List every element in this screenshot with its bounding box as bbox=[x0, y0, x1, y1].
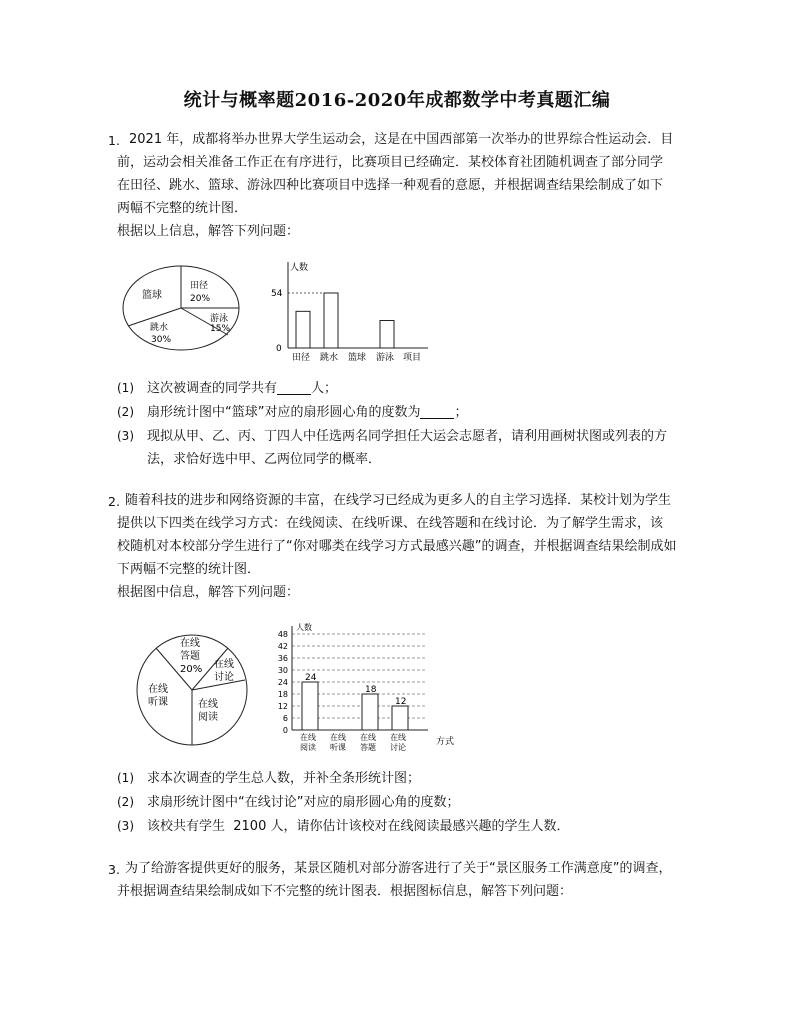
q2-line-3: 校随机对本校部分学生进行了“你对哪类在线学习方式最感兴趣”的调查，并根据调查结果绘制成如 bbox=[117, 539, 677, 554]
category-label: 听课 bbox=[330, 743, 346, 752]
pie-label-discuss: 在线 bbox=[214, 659, 234, 670]
sub-number: (1) bbox=[117, 381, 134, 395]
category-label: 阅读 bbox=[300, 743, 316, 752]
question-2-text bbox=[117, 489, 707, 604]
category-label: 游泳 bbox=[376, 353, 395, 363]
question-3-number: 3. bbox=[108, 862, 120, 877]
sub-number: (2) bbox=[117, 795, 134, 809]
sub-text: 法，求恰好选中甲、乙两位同学的概率． bbox=[147, 452, 382, 467]
q3-line-1: 为了给游客提供更好的服务，某景区随机对部分游客进行了关于“景区服务工作满意度”的调查， bbox=[125, 861, 672, 876]
q2-pie-chart bbox=[130, 630, 258, 750]
page-title: 统计与概率题2016-2020年成都数学中考真题汇编 bbox=[183, 90, 611, 111]
pie-label-swim-pct: 15% bbox=[210, 324, 231, 334]
q2-line-5: 根据图中信息，解答下列问题： bbox=[117, 585, 300, 600]
pie-label-discuss: 讨论 bbox=[214, 672, 234, 683]
bar-answer bbox=[362, 694, 378, 730]
pie-label-track-pct: 20% bbox=[190, 294, 211, 304]
pie-label-dive: 跳水 bbox=[150, 323, 169, 333]
q3-line-2: 并根据调查结果绘制成如下不完整的统计图表．根据图标信息，解答下列问题： bbox=[117, 884, 573, 899]
pie-label-basketball: 篮球 bbox=[142, 290, 162, 301]
sub-text: 这次被调查的同学共有 bbox=[147, 381, 278, 396]
sub-text: 求本次调查的学生总人数，并补全条形统计图； bbox=[147, 771, 421, 786]
q1-line-4: 两幅不完整的统计图． bbox=[117, 201, 248, 216]
bar-swim bbox=[380, 321, 394, 349]
data-label: 24 bbox=[305, 673, 317, 683]
bar-dive bbox=[324, 293, 338, 348]
category-label: 在线 bbox=[330, 733, 346, 742]
y-tick-label: 54 bbox=[271, 289, 283, 299]
y-tick-label: 36 bbox=[277, 654, 288, 663]
pie-label-swim: 游泳 bbox=[210, 314, 229, 324]
pie-label-answer: 在线 bbox=[180, 638, 200, 649]
sub-text-end: ； bbox=[454, 405, 468, 420]
category-label: 答题 bbox=[360, 743, 376, 752]
pie-label-listen: 听课 bbox=[148, 697, 168, 708]
pie-label-track: 田径 bbox=[190, 281, 209, 291]
data-label: 18 bbox=[365, 685, 377, 695]
y-tick-label: 0 bbox=[276, 344, 282, 354]
sub-number: (2) bbox=[117, 405, 134, 419]
question-1-number: 1. bbox=[108, 133, 120, 148]
q1-sub-3 bbox=[117, 425, 717, 471]
y-tick-label: 12 bbox=[277, 702, 288, 711]
pie-label-dive-pct: 30% bbox=[151, 335, 172, 345]
category-label: 篮球 bbox=[348, 353, 367, 363]
sub-number: (1) bbox=[117, 771, 134, 785]
category-label: 在线 bbox=[300, 733, 316, 742]
y-axis-label: 人数 bbox=[296, 623, 312, 632]
answer-blank[interactable] bbox=[420, 404, 454, 419]
category-label: 田径 bbox=[292, 353, 311, 363]
x-axis-label: 项目 bbox=[403, 353, 422, 363]
category-label: 跳水 bbox=[320, 353, 339, 363]
q1-line-5: 根据以上信息，解答下列问题： bbox=[117, 224, 300, 239]
category-label: 讨论 bbox=[390, 743, 406, 752]
pie-label-answer: 答题 bbox=[180, 651, 200, 662]
q2-line-2: 提供以下四类在线学习方式：在线阅读、在线听课、在线答题和在线讨论．为了解学生需求，该 bbox=[117, 516, 664, 531]
x-axis-label: 方式 bbox=[436, 737, 455, 747]
pie-label-read: 在线 bbox=[198, 699, 218, 710]
question-1-text bbox=[117, 128, 707, 243]
y-tick-label: 30 bbox=[277, 666, 288, 675]
q2-line-4: 下两幅不完整的统计图． bbox=[117, 562, 261, 577]
sub-text: 现拟从甲、乙、丙、丁四人中任选两名同学担任大运会志愿者，请利用画树状图或列表的方 bbox=[147, 429, 668, 444]
question-2-number: 2. bbox=[108, 494, 120, 509]
q1-bar-chart bbox=[268, 256, 443, 366]
answer-blank[interactable] bbox=[277, 380, 311, 395]
sub-text: 求扇形统计图中“在线讨论”对应的扇形圆心角的度数； bbox=[147, 795, 460, 810]
sub-number: (3) bbox=[117, 819, 134, 833]
q2-line-1: 随着科技的进步和网络资源的丰富，在线学习已经成为更多人的自主学习选择．某校计划为学生 bbox=[125, 493, 672, 508]
q2-bar-chart bbox=[270, 618, 465, 758]
question-3-text bbox=[117, 857, 707, 903]
y-tick-label: 42 bbox=[277, 642, 288, 651]
category-label: 在线 bbox=[360, 733, 376, 742]
q1-pie-chart bbox=[118, 264, 253, 354]
q1-line-2: 前，运动会相关准备工作正在有序进行，比赛项目已经确定．某校体育社团随机调查了部分同学 bbox=[117, 155, 664, 170]
sub-number: (3) bbox=[117, 429, 134, 443]
sub-text: 该校共有学生 2100 人，请你估计该校对在线阅读最感兴趣的学生人数． bbox=[147, 819, 570, 834]
y-tick-label: 0 bbox=[282, 726, 288, 735]
y-tick-label: 6 bbox=[282, 714, 288, 723]
sub-text-end: 人； bbox=[311, 381, 338, 396]
q1-line-3: 在田径、跳水、篮球、游泳四种比赛项目中选择一种观看的意愿，并根据调查结果绘制成了如下 bbox=[117, 178, 664, 193]
y-tick-label: 48 bbox=[277, 630, 288, 639]
pie-label-answer-pct: 20% bbox=[180, 664, 203, 675]
pie-label-read: 阅读 bbox=[198, 712, 218, 723]
sub-text: 扇形统计图中“篮球”对应的扇形圆心角的度数为 bbox=[147, 405, 421, 420]
category-label: 在线 bbox=[390, 733, 406, 742]
pie-label-listen: 在线 bbox=[148, 684, 168, 695]
bar-discuss bbox=[392, 706, 408, 730]
y-tick-label: 24 bbox=[277, 678, 288, 687]
y-tick-label: 18 bbox=[277, 690, 288, 699]
q1-line-1: 2021 年，成都将举办世界大学生运动会，这是在中国西部第一次举办的世界综合性运动会．目 bbox=[129, 132, 674, 147]
bar-read bbox=[302, 682, 318, 730]
bar-track bbox=[296, 311, 310, 348]
data-label: 12 bbox=[395, 697, 407, 707]
y-axis-label: 人数 bbox=[290, 263, 309, 273]
